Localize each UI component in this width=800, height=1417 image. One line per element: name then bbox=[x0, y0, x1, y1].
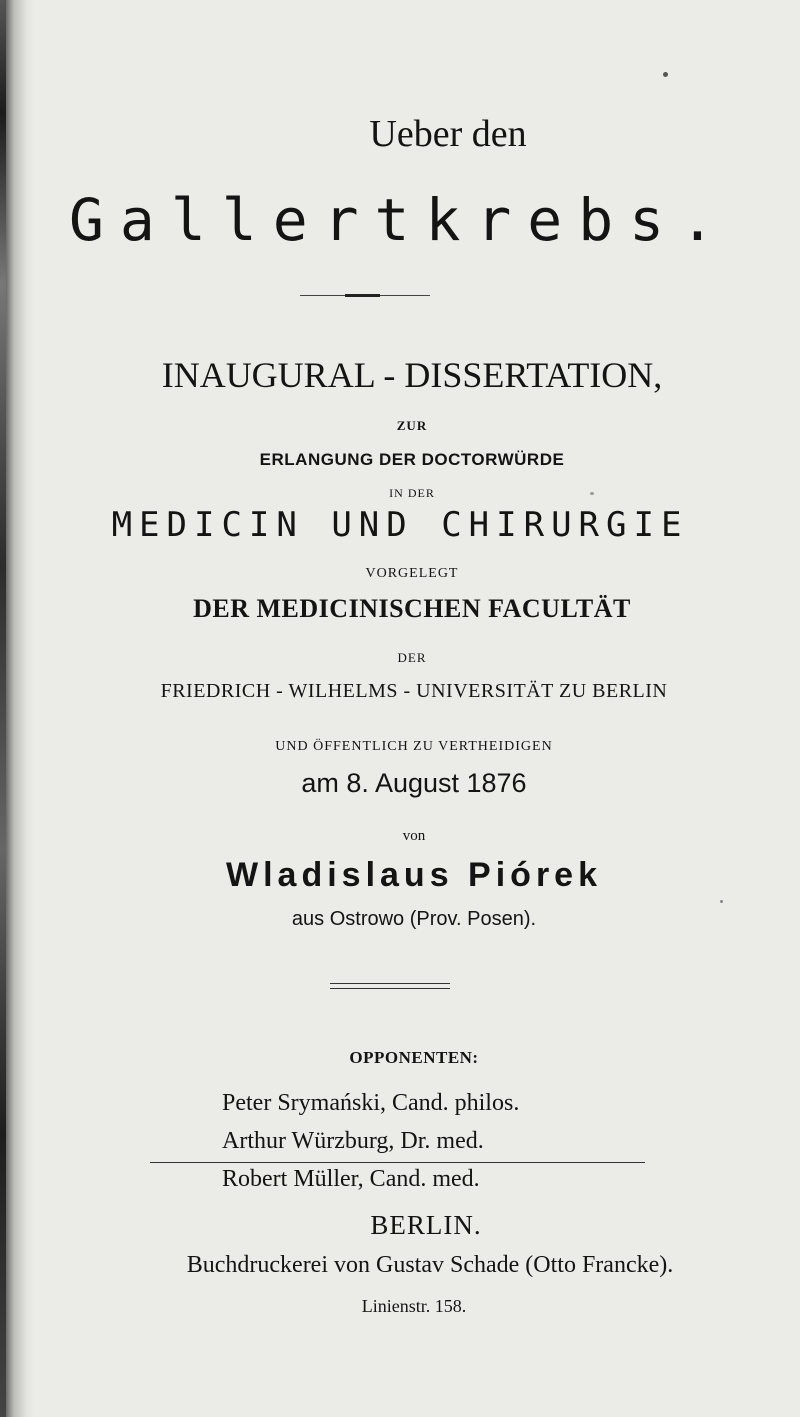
zur-text: ZUR bbox=[396, 418, 428, 433]
pre-title: Ueber den bbox=[369, 113, 527, 155]
vorgelegt-text: VORGELEGT bbox=[365, 566, 459, 581]
main-title: Gallertkrebs. bbox=[69, 186, 731, 254]
der-text: DER bbox=[397, 650, 427, 665]
paper-speck bbox=[590, 492, 594, 495]
separator-rule bbox=[150, 1162, 645, 1163]
opponent-entry: Arthur Würzburg, Dr. med. bbox=[222, 1128, 484, 1154]
university-name: FRIEDRICH - WILHELMS - UNIVERSITÄT ZU BERLIN bbox=[160, 680, 668, 702]
in-der-text: IN DER bbox=[389, 486, 435, 500]
von-text: von bbox=[402, 828, 426, 844]
erlangung-text: ERLANGUNG DER DOCTORWÜRDE bbox=[259, 450, 565, 469]
imprint-printer: Buchdruckerei von Gustav Schade (Otto Francke). bbox=[186, 1252, 674, 1278]
paper-speck bbox=[720, 900, 723, 903]
opponent-entry: Robert Müller, Cand. med. bbox=[222, 1166, 480, 1192]
dissertation-title: INAUGURAL - DISSERTATION, bbox=[161, 355, 663, 395]
double-rule-bottom bbox=[330, 988, 450, 989]
author-name: Wladislaus Piórek bbox=[226, 856, 602, 894]
imprint-address: Linienstr. 158. bbox=[361, 1296, 467, 1316]
opponents-heading: OPPONENTEN: bbox=[349, 1048, 479, 1067]
defense-text: UND ÖFFENTLICH ZU VERTHEIDIGEN bbox=[275, 739, 553, 754]
ornamental-rule-center bbox=[345, 294, 380, 297]
field-heading: MEDICIN UND CHIRURGIE bbox=[111, 505, 689, 545]
paper-speck bbox=[663, 72, 668, 77]
opponent-entry: Peter Srymański, Cand. philos. bbox=[222, 1090, 520, 1116]
author-origin: aus Ostrowo (Prov. Posen). bbox=[291, 908, 537, 930]
imprint-city: BERLIN. bbox=[370, 1210, 482, 1240]
defense-date: am 8. August 1876 bbox=[301, 768, 527, 798]
opponents-list bbox=[222, 1084, 782, 1198]
double-rule-top bbox=[330, 983, 450, 984]
faculty-name: DER MEDICINISCHEN FACULTÄT bbox=[193, 594, 631, 623]
